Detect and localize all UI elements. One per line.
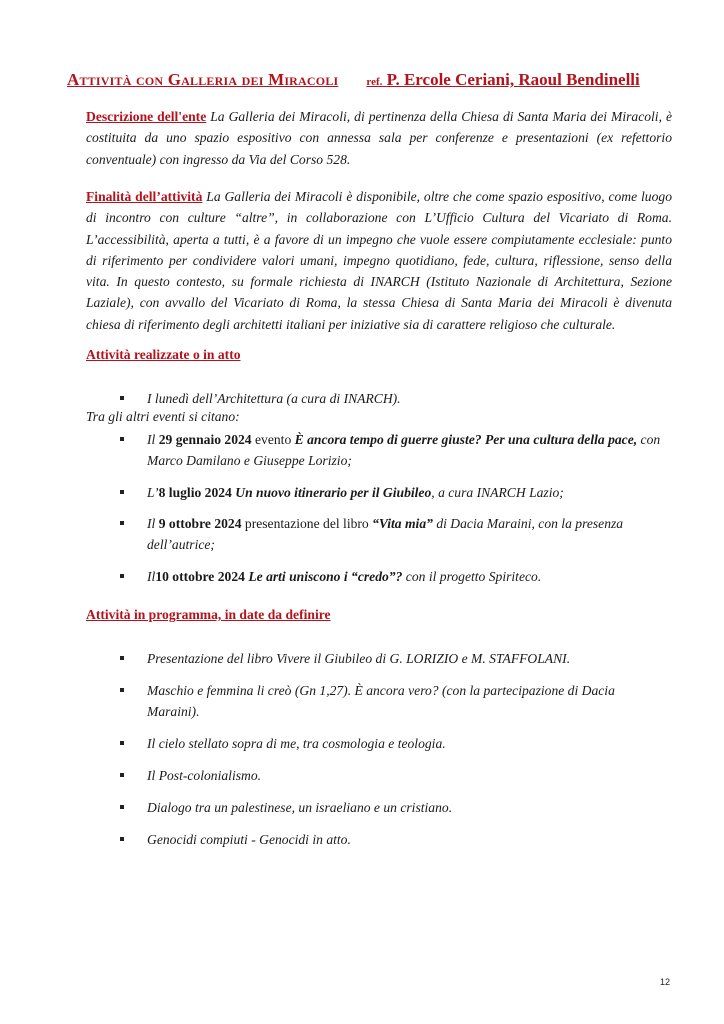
finalita-text: La Galleria dei Miracoli è disponibile, oltre che come spazio espositivo, come luogo di incontro con culture “altre”, in collaborazione con L’Ufficio Cultura del Vicariato di Roma. L’accessibilità, aperta a tutti, è a favore di un impegno che vuole essere compiutamente ecclesiale: punto di riferimento per condividere valori umani, impegno quotidiano, fede, cultura, riflessione, senso della vita. In questo contesto, su formale richiesta di INARCH (Istituto Nazionale di Architettura, Sezione Laziale), con avvallo del Vicariato di Roma, la stessa Chiesa di Santa Maria dei Miracoli è divenuta chiesa di riferimento degli architetti italiani per iniziative sia di carattere religioso che culturale. [86,189,672,332]
bullet-icon [120,521,124,525]
events-intro: Tra gli altri eventi si citano: [86,409,240,424]
event-title: Un nuovo itinerario per il Giubileo [235,485,432,500]
descrizione-paragraph [86,106,672,170]
list-item-text: Genocidi compiuti - Genocidi in atto. [147,832,351,847]
list-item-text: Maschio e femmina li creò (Gn 1,27). È ancora vero? (con la partecipazione di Dacia Maraini). [147,683,615,720]
bullet-icon [120,396,124,400]
ref-prefix: ref. [366,76,383,88]
finalita-paragraph [86,186,672,335]
bullet-icon [120,837,124,841]
event-title: È ancora tempo di guerre giuste? Per una cultura della pace, [294,432,638,447]
bullet-icon [120,656,124,660]
title-main: Attività con Galleria dei Miracoli [67,70,339,89]
event-text: Il 9 ottobre 2024 presentazione del libro “Vita mia” di Dacia Maraini, con la presenza dell’autrice; [147,516,624,553]
event-date: 29 gennaio 2024 [158,432,252,447]
event-date: 8 luglio 2024 [158,485,232,500]
event-date: 10 ottobre 2024 [155,569,245,584]
page-title [67,70,677,90]
descrizione-label: Descrizione dell'ente [86,109,207,124]
bullet-icon [120,490,124,494]
event-text: L’8 luglio 2024 Un nuovo itinerario per il Giubileo, a cura INARCH Lazio; [147,485,564,500]
bullet-icon [120,437,124,441]
page-number: 12 [660,977,671,987]
title-ref [366,70,639,89]
bullet-icon [120,574,124,578]
event-title: Le arti uniscono i “credo”? [248,569,403,584]
event-text: Il10 ottobre 2024 Le arti uniscono i “credo”? con il progetto Spiriteco. [147,569,542,584]
bullet-icon [120,688,124,692]
bullet-icon [120,773,124,777]
descrizione-text: La Galleria dei Miracoli, di pertinenza della Chiesa di Santa Maria dei Miracoli, è costituita da uno spazio espositivo con annessa sala per conferenze e presentazioni (ex refettorio conventuale) con ingresso da Via del Corso 528. [86,109,672,167]
list-item-text: Dialogo tra un palestinese, un israeliano e un cristiano. [147,800,453,815]
list-item [120,680,676,724]
bullet-icon [120,741,124,745]
event-item [120,513,676,557]
list-item-text: Il Post-colonialismo. [147,768,262,783]
bullet-icon [120,805,124,809]
event-title: “Vita mia” [372,516,433,531]
realizzate-heading: Attività realizzate o in atto [86,347,241,362]
list-item-text: Presentazione del libro Vivere il Giubileo di G. LORIZIO e M. STAFFOLANI. [147,651,571,666]
finalita-label: Finalità dell’attività [86,189,203,204]
list-item-text: I lunedì dell’Architettura (a cura di INARCH). [147,391,401,406]
ref-names: P. Ercole Ceriani, Raoul Bendinelli [386,70,640,89]
event-date: 9 ottobre 2024 [158,516,242,531]
event-item [120,429,676,473]
event-text: Il 29 gennaio 2024 evento È ancora tempo di guerre giuste? Per una cultura della pace, con Marco Damilano e Giuseppe Lorizio; [147,432,661,469]
programma-heading: Attività in programma, in date da definire [86,607,331,622]
list-item-text: Il cielo stellato sopra di me, tra cosmologia e teologia. [147,736,446,751]
